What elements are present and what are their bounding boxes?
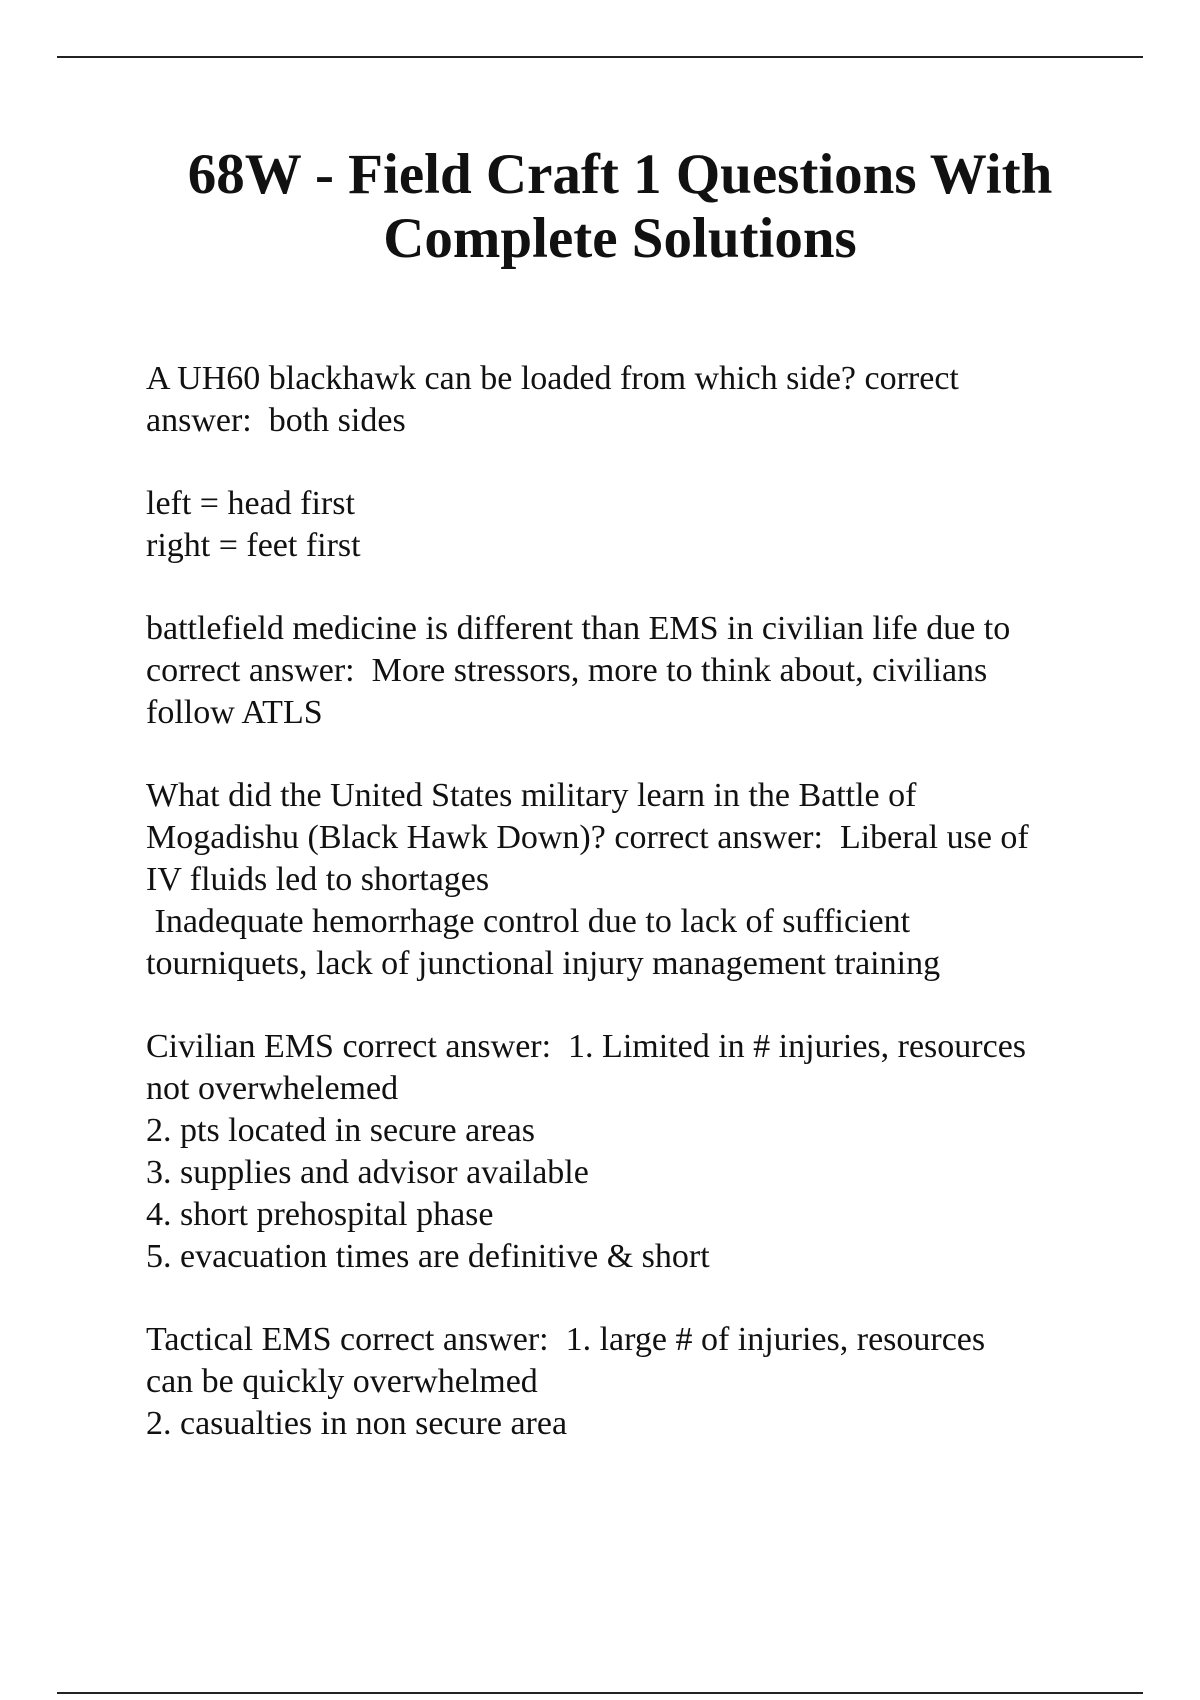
text-line: battlefield medicine is different than EMS in civilian life due to bbox=[146, 610, 1011, 647]
qa-block-battlefield-medicine bbox=[146, 608, 1146, 734]
text-line: answer: both sides bbox=[146, 402, 406, 439]
qa-block-mogadishu bbox=[146, 775, 1146, 985]
text-line: IV fluids led to shortages bbox=[146, 861, 490, 898]
text-line: What did the United States military learn in the Battle of bbox=[146, 777, 917, 814]
text-line: 2. pts located in secure areas bbox=[146, 1112, 535, 1149]
qa-block-civilian-ems bbox=[146, 1026, 1146, 1278]
text-line: left = head first bbox=[146, 485, 355, 522]
text-line: can be quickly overwhelmed bbox=[146, 1363, 538, 1400]
text-line: Mogadishu (Black Hawk Down)? correct answer: Liberal use of bbox=[146, 819, 1029, 856]
text-line: follow ATLS bbox=[146, 694, 323, 731]
title-line: 68W - Field Craft 1 Questions With bbox=[187, 143, 1053, 206]
text-line: 3. supplies and advisor available bbox=[146, 1154, 589, 1191]
qa-block-tactical-ems bbox=[146, 1319, 1146, 1445]
text-line: correct answer: More stressors, more to think about, civilians bbox=[146, 652, 988, 689]
document-body bbox=[146, 358, 1146, 1486]
document-title bbox=[60, 143, 1180, 271]
text-line: Civilian EMS correct answer: 1. Limited in # injuries, resources bbox=[146, 1028, 1027, 1065]
text-line: 4. short prehospital phase bbox=[146, 1196, 494, 1233]
text-line: 2. casualties in non secure area bbox=[146, 1405, 568, 1442]
text-line: tourniquets, lack of junctional injury management training bbox=[146, 945, 941, 982]
top-rule bbox=[57, 56, 1143, 58]
text-line: right = feet first bbox=[146, 527, 361, 564]
qa-block-uh60-loading bbox=[146, 358, 1146, 442]
bottom-rule bbox=[57, 1692, 1143, 1694]
title-line: Complete Solutions bbox=[383, 207, 857, 270]
text-line: Inadequate hemorrhage control due to lack of sufficient bbox=[146, 903, 911, 940]
text-line: 5. evacuation times are definitive & short bbox=[146, 1238, 710, 1275]
text-line: not overwhelemed bbox=[146, 1070, 399, 1107]
text-line: Tactical EMS correct answer: 1. large # of injuries, resources bbox=[146, 1321, 986, 1358]
text-line: A UH60 blackhawk can be loaded from which side? correct bbox=[146, 360, 959, 397]
qa-block-loading-orientation bbox=[146, 483, 1146, 567]
